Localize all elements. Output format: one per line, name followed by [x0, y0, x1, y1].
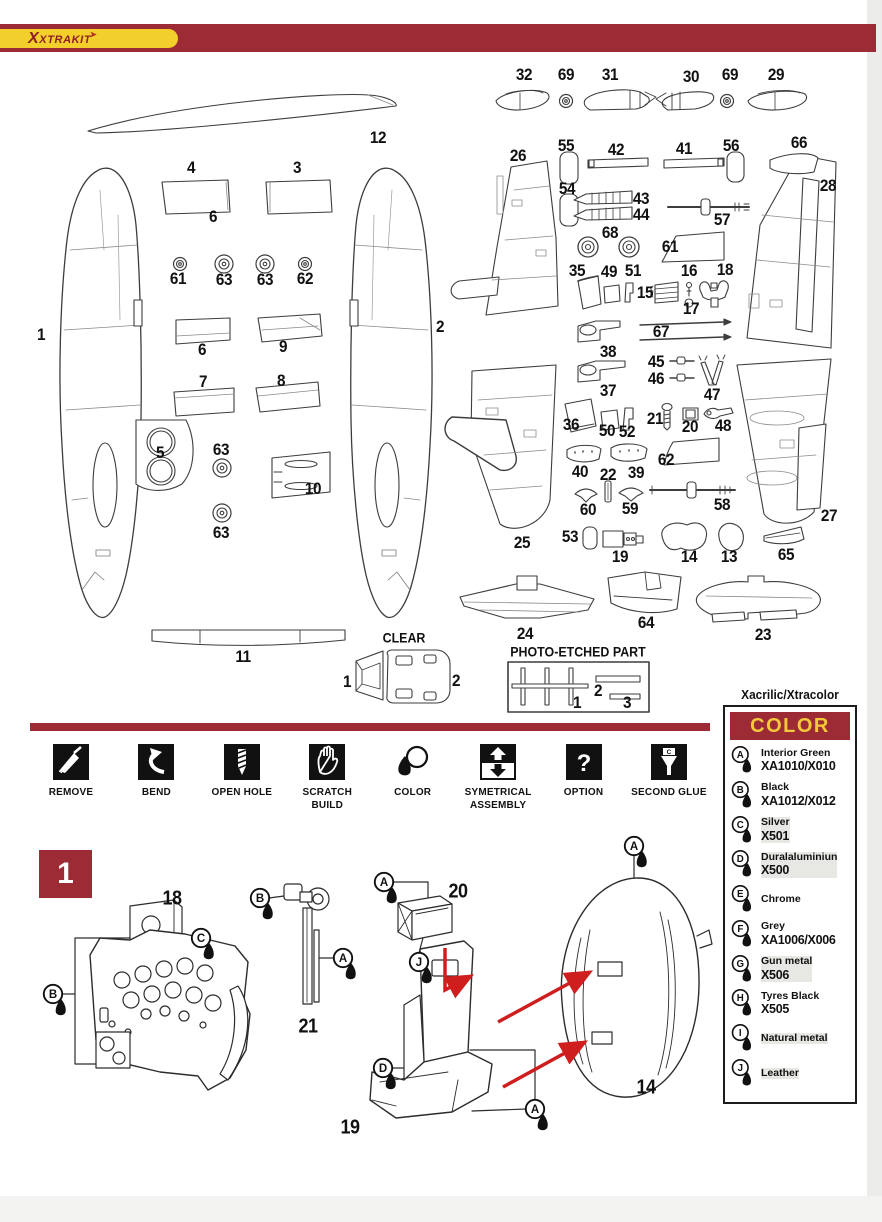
part-number-label: 30	[682, 67, 700, 86]
paint-callout-A	[623, 835, 655, 871]
part-number-label: 31	[601, 65, 619, 84]
part-number-label: 3	[292, 158, 302, 177]
legend-item-label: SCRATCH BUILD	[302, 787, 353, 811]
part-number-label: 66	[790, 133, 808, 152]
svg-text:A: A	[736, 749, 744, 761]
color-code: X506	[761, 967, 789, 982]
part-number-label: 49	[600, 262, 618, 281]
part-number-label: 12	[369, 128, 387, 147]
part-number-label: 53	[561, 527, 579, 546]
legend-item	[203, 744, 281, 812]
part-number-label: 8	[276, 371, 286, 390]
knife-icon	[53, 744, 89, 782]
color-name: Grey	[761, 920, 785, 933]
legend-item-label: SYMETRICAL ASSEMBLY	[464, 787, 532, 811]
svg-text:A: A	[530, 1104, 540, 1116]
part-number-label: 61	[169, 269, 187, 288]
color-entry	[731, 1057, 853, 1090]
part-number-label: 11	[235, 647, 251, 666]
paint-drop-C-icon	[731, 815, 758, 846]
part-number-label: 16	[680, 261, 698, 280]
part-number-label: 5	[155, 443, 165, 462]
part-number-label: 60	[579, 500, 597, 519]
part-number-label: 51	[624, 261, 642, 280]
legend-item-label: SECOND GLUE	[631, 787, 707, 798]
photo-etched-title: PHOTO-ETCHED PART	[510, 644, 646, 660]
step-number: 1	[57, 857, 74, 890]
question-icon	[566, 744, 602, 782]
svg-text:H: H	[736, 993, 744, 1005]
color-entry	[731, 814, 853, 847]
part-number-label: 62	[296, 269, 314, 288]
part-number-label: 43	[632, 189, 650, 208]
part-number-label: 7	[198, 372, 208, 391]
svg-text:J: J	[737, 1062, 743, 1074]
svg-text:I: I	[738, 1028, 742, 1040]
part-number-label: 32	[515, 65, 533, 84]
part-number-label: 67	[652, 322, 670, 341]
svg-text:F: F	[737, 923, 744, 935]
part-number-label: 20	[681, 417, 699, 436]
part-number-label: 57	[713, 210, 731, 229]
paint-drop-A-icon	[731, 745, 758, 776]
svg-text:A: A	[629, 841, 639, 853]
color-entry	[731, 987, 853, 1020]
part-number-label: 18	[716, 260, 734, 279]
part-number-label: 21	[646, 409, 664, 428]
legend-item-label: OPTION	[563, 787, 604, 798]
part-number-label: 58	[713, 495, 731, 514]
legend-item-label: BEND	[141, 787, 171, 798]
part-number-label: 56	[722, 136, 740, 155]
svg-text:A: A	[379, 877, 389, 889]
color-entry	[731, 779, 853, 812]
part-number-label: 19	[340, 1116, 360, 1139]
legend-item	[288, 744, 366, 812]
legend-item	[32, 744, 110, 812]
color-entry	[731, 1022, 853, 1055]
svg-text:A: A	[338, 953, 348, 965]
legend-item	[545, 744, 623, 812]
part-number-label: 68	[601, 223, 619, 242]
part-number-label: 63	[212, 440, 230, 459]
part-number-label: 17	[682, 299, 700, 318]
part-number-label: 14	[680, 547, 698, 566]
paint-drop-G-icon	[731, 954, 758, 985]
part-number-label: 69	[557, 65, 575, 84]
svg-text:C: C	[736, 819, 744, 831]
part-number-label: 20	[448, 880, 468, 903]
part-number-label: 65	[777, 545, 795, 564]
part-number-label: 63	[256, 270, 274, 289]
paint-drop-D-icon	[731, 849, 758, 880]
part-number-label: 54	[558, 179, 576, 198]
drill-icon	[224, 744, 260, 782]
svg-text:B: B	[48, 989, 58, 1001]
symbol-legend	[32, 744, 708, 812]
part-number-label: 39	[627, 463, 645, 482]
paint-callout-C	[190, 927, 222, 963]
svg-text:C: C	[196, 933, 206, 945]
color-entry	[731, 918, 853, 951]
part-number-label: 48	[714, 416, 732, 435]
bend-arrow-icon	[138, 744, 174, 782]
part-number-label: 41	[675, 139, 693, 158]
svg-text:C: C	[666, 749, 672, 756]
part-number-label: 22	[599, 465, 617, 484]
paint-callout-D	[372, 1057, 404, 1093]
part-number-label: 1	[36, 325, 46, 344]
color-name: Natural metal	[761, 1031, 828, 1044]
paint-drop-I-icon	[731, 1023, 758, 1054]
svg-text:D: D	[378, 1063, 388, 1075]
paint-drop-E-icon	[731, 884, 758, 915]
part-number-label: 35	[568, 261, 586, 280]
color-code: XA1012/X012	[761, 793, 836, 808]
paint-callout-A	[332, 947, 364, 983]
color-name: Black	[761, 781, 790, 794]
part-number-label: 29	[767, 65, 785, 84]
part-number-label: 24	[516, 624, 534, 643]
part-number-label: 2	[451, 671, 461, 690]
part-number-label: 26	[509, 146, 527, 165]
color-name: Leather	[761, 1066, 799, 1079]
clear-section-title: CLEAR	[382, 630, 426, 646]
part-number-label: 64	[637, 613, 655, 632]
part-number-label: 50	[598, 421, 616, 440]
svg-text:B: B	[736, 784, 744, 796]
part-number-label: 69	[721, 65, 739, 84]
legend-item-label: COLOR	[394, 787, 432, 798]
color-name: Tyres Black	[761, 989, 820, 1002]
part-number-label: 13	[720, 547, 738, 566]
color-name: Silver	[761, 816, 790, 829]
step-number-badge	[39, 850, 92, 898]
part-number-label: 37	[599, 381, 617, 400]
legend-item	[630, 744, 708, 812]
paint-callout-A	[373, 871, 405, 907]
part-number-label: 62	[657, 450, 675, 469]
part-number-label: 59	[621, 499, 639, 518]
svg-text:J: J	[415, 957, 423, 969]
paint-drop-B-icon	[731, 780, 758, 811]
part-number-label: 47	[703, 385, 721, 404]
svg-text:E: E	[737, 889, 744, 901]
part-number-label: 52	[618, 422, 636, 441]
part-number-label: 2	[435, 317, 445, 336]
paint-callout-A	[524, 1098, 556, 1134]
part-number-label: 36	[562, 415, 580, 434]
part-number-label: 38	[599, 342, 617, 361]
color-entry	[731, 848, 853, 881]
color-chart	[723, 705, 857, 1104]
paint-system-label: Xacrilic/Xtracolor	[741, 688, 839, 702]
part-number-label: 3	[622, 693, 632, 712]
part-number-label: 4	[186, 158, 196, 177]
color-entry	[731, 883, 853, 916]
part-number-label: 55	[557, 136, 575, 155]
color-name: Interior Green	[761, 746, 831, 759]
paint-drop-H-icon	[731, 988, 758, 1019]
color-chart-title: COLOR	[730, 712, 850, 740]
color-entry	[731, 744, 853, 777]
legend-item	[374, 744, 452, 812]
part-number-label: 15	[636, 283, 654, 302]
part-number-label: 27	[820, 506, 838, 525]
paint-drop-F-icon	[731, 919, 758, 950]
color-name: Chrome	[761, 892, 801, 905]
part-number-label: 28	[819, 176, 837, 195]
color-code: X505	[761, 1002, 789, 1017]
part-number-label: 45	[647, 352, 665, 371]
svg-text:G: G	[736, 958, 745, 970]
color-code: X500	[761, 863, 789, 878]
svg-text:B: B	[255, 893, 265, 905]
part-number-label: 6	[197, 340, 207, 359]
logo-arrow-icon: ➤	[90, 30, 98, 39]
part-number-label: 18	[162, 887, 182, 910]
svg-text:?: ?	[576, 750, 591, 777]
part-number-label: 25	[513, 533, 531, 552]
color-entry	[731, 953, 853, 986]
part-number-label: 6	[208, 207, 218, 226]
paint-drop-J-icon	[731, 1058, 758, 1089]
svg-text:D: D	[736, 854, 744, 866]
legend-item	[459, 744, 537, 812]
color-code: XA1006/X006	[761, 932, 836, 947]
part-number-label: 40	[571, 462, 589, 481]
paint-callout-J	[408, 951, 440, 987]
part-number-label: 23	[754, 625, 772, 644]
color-name: Duralaluminiun	[761, 850, 838, 863]
part-number-label: 14	[636, 1076, 656, 1099]
color-code: XA1010/X010	[761, 759, 836, 774]
part-number-label: 61	[661, 237, 679, 256]
part-number-label: 44	[632, 205, 650, 224]
part-number-label: 42	[607, 140, 625, 159]
paint-drop-icon	[395, 744, 431, 782]
part-number-label: 9	[278, 337, 288, 356]
brand-name: XTRAKIT	[39, 34, 92, 46]
section-divider	[30, 723, 710, 731]
legend-item-label: REMOVE	[48, 787, 94, 798]
part-number-label: 63	[212, 523, 230, 542]
part-number-label: 19	[611, 547, 629, 566]
logo-x: X	[28, 30, 40, 47]
glue-bottle-icon	[651, 744, 687, 782]
part-number-label: 21	[298, 1015, 318, 1038]
part-number-label: 2	[593, 681, 603, 700]
paint-callout-B	[42, 983, 74, 1019]
legend-item-label: OPEN HOLE	[211, 787, 273, 798]
legend-item	[117, 744, 195, 812]
hand-icon	[309, 744, 345, 782]
part-number-label: 10	[304, 479, 322, 498]
part-number-label: 46	[647, 369, 665, 388]
color-code: X501	[761, 828, 789, 843]
paint-callout-B	[249, 887, 281, 923]
part-number-label: 1	[342, 672, 352, 691]
symmetry-arrows-icon	[480, 744, 516, 782]
color-name: Gun metal	[761, 955, 813, 968]
part-number-label: 1	[572, 693, 582, 712]
part-number-label: 63	[215, 270, 233, 289]
